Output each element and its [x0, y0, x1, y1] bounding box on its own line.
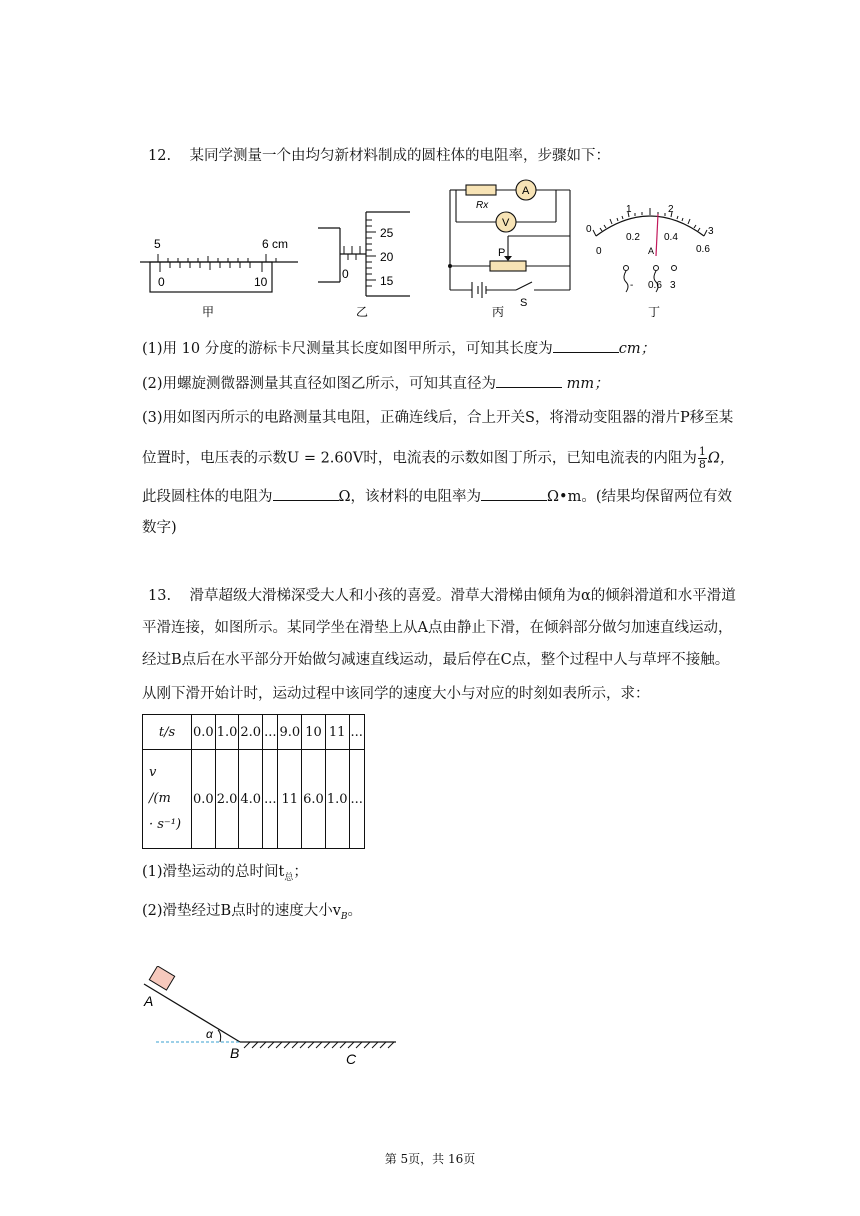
table-header-time: t/s: [143, 715, 192, 750]
slide-label-c: C: [346, 1051, 357, 1067]
q13-part2: [142, 901, 362, 927]
ding-terminal-0-6: 0.6: [648, 280, 662, 291]
q12-part3-line3-a: 此段圆柱体的电阻为: [142, 489, 273, 505]
yi-label-20: 20: [380, 250, 394, 264]
yi-label-25: 25: [380, 226, 394, 240]
table-cell: 0.0: [192, 750, 216, 849]
q12-part1-unit: cm；: [618, 341, 656, 357]
bing-caption: 丙: [492, 305, 505, 319]
q12-part3-line4: 数字): [142, 520, 177, 536]
ding-top-2: 2: [668, 204, 674, 215]
q13-slide-figure: [138, 966, 408, 1072]
table-row-time: [143, 715, 365, 750]
table-cell: ...: [349, 715, 364, 750]
q12-part2-text: (2)用螺旋测微器测量其直径如图乙所示，可知其直径为: [142, 376, 497, 392]
table-cell: ...: [263, 715, 278, 750]
table-cell: 11: [325, 715, 349, 750]
ding-top-0: 0: [586, 224, 592, 235]
q13-part2-end: 。: [347, 903, 363, 919]
q12-part3-line3: [142, 486, 732, 507]
slide-label-b: B: [230, 1045, 240, 1061]
q13-line1: [148, 586, 736, 606]
q12-resistance-blank[interactable]: [273, 486, 339, 501]
ding-bottom-0-6: 0.6: [696, 244, 710, 255]
q12-part1-text: (1)用 10 分度的游标卡尺测量其长度如图甲所示，可知其长度为: [142, 341, 553, 357]
table-cell: 11: [278, 750, 302, 849]
page-footer: 第 5页，共 16页: [384, 1152, 476, 1166]
ding-top-1: 1: [626, 204, 632, 215]
q12-part2: [142, 373, 609, 394]
q13-part1-end: ；: [293, 864, 308, 880]
q12-part2-blank[interactable]: [496, 373, 562, 388]
q13-velocity-table: [142, 714, 365, 849]
ding-top-3: 3: [708, 226, 714, 237]
jia-main-label-5: 5: [154, 237, 161, 251]
table-cell: 9.0: [278, 715, 302, 750]
table-cell: 6.0: [302, 750, 326, 849]
q12-part3-line2-unit: Ω，: [707, 450, 735, 467]
table-cell: 1.0: [215, 715, 239, 750]
yi-label-0: 0: [342, 267, 349, 281]
bing-voltmeter-label: V: [502, 217, 510, 229]
ding-unit: A: [648, 246, 655, 256]
figure-jia-vernier-caliper: [138, 232, 300, 322]
q12-number: 12.: [148, 148, 172, 164]
table-cell: ...: [263, 750, 278, 849]
q13-part2-text: (2)滑垫经过B点时的速度大小v: [142, 903, 341, 919]
q13-part1: [142, 862, 308, 888]
table-cell: 10: [302, 715, 326, 750]
velocity-header-v: v: [149, 765, 157, 780]
ding-bottom-0-2: 0.2: [626, 232, 640, 243]
q12-resistivity-blank[interactable]: [481, 486, 547, 501]
q12-part1: [142, 338, 655, 359]
slide-label-a: A: [144, 993, 154, 1009]
ding-terminal-3: 3: [670, 280, 676, 291]
figure-yi-micrometer: [316, 208, 416, 322]
table-cell: ...: [349, 750, 364, 849]
q12-stem: 某同学测量一个由均匀新材料制成的圆柱体的电阻率，步骤如下：: [189, 148, 610, 164]
q12-part3-line2-text: 位置时，电压表的示数U = 2.60V时，电流表的示数如图丁所示，已知电流表的内阻为: [142, 450, 697, 467]
q13-part2-sub: B: [340, 911, 348, 922]
table-cell: 0.0: [192, 715, 216, 750]
bing-switch-label: S: [520, 297, 528, 309]
ding-caption: 丁: [648, 305, 661, 319]
q13-line4: 从刚下滑开始计时，运动过程中该同学的速度大小与对应的时刻如表所示，求：: [142, 686, 650, 702]
q12-part3-line2: [142, 446, 734, 471]
velocity-header-unit2: · s⁻¹): [149, 817, 182, 832]
q13-line2: 平滑连接，如图所示。某同学坐在滑垫上从A点由静止下滑，在倾斜部分做匀加速直线运动，: [142, 620, 733, 636]
q12-frac-den: 8: [698, 458, 706, 471]
jia-caption: 甲: [202, 305, 215, 319]
yi-caption: 乙: [356, 305, 369, 319]
q13-number: 13.: [148, 588, 172, 604]
q12-part3-line3-c: Ω•m。(结果均保留两位有效: [547, 489, 733, 505]
figure-bing-circuit: [442, 178, 578, 322]
jia-vernier-label-0: 0: [158, 275, 165, 289]
figure-ding-ammeter: [582, 196, 718, 322]
jia-vernier-label-10: 10: [254, 275, 268, 289]
q12-part3-line1: (3)用如图丙所示的电路测量其电阻，正确连线后，合上开关S，将滑动变阻器的滑片P移至某: [142, 410, 734, 426]
q12-fraction: [698, 446, 707, 471]
table-header-velocity: [143, 750, 192, 849]
table-cell: 1.0: [325, 750, 349, 849]
q12-part3-line3-b: Ω，该材料的电阻率为: [338, 489, 482, 505]
ding-bottom-0: 0: [596, 246, 602, 257]
table-row-velocity: [143, 750, 365, 849]
ding-terminal-minus: -: [630, 280, 634, 291]
jia-main-label-6cm: 6 cm: [262, 237, 289, 251]
q13-line3: 经过B点后在水平部分开始做匀减速直线运动，最后停在C点，整个过程中人与草坪不接触。: [142, 652, 730, 668]
q12-stem-line: [148, 146, 610, 166]
bing-slider-label: P: [498, 247, 506, 259]
table-cell: 4.0: [239, 750, 263, 849]
q12-part1-blank[interactable]: [553, 338, 619, 353]
q13-part1-sub: 总: [284, 872, 294, 883]
table-cell: 2.0: [215, 750, 239, 849]
q12-frac-num: 1: [698, 445, 706, 458]
yi-label-15: 15: [380, 274, 394, 288]
table-cell: 2.0: [239, 715, 263, 750]
q12-part2-unit: mm；: [566, 376, 609, 392]
velocity-header-unit1: /(m: [149, 791, 171, 806]
ding-bottom-0-4: 0.4: [664, 232, 678, 243]
bing-ammeter-label: A: [522, 185, 530, 197]
slide-label-alpha: α: [206, 1027, 213, 1041]
bing-rx-label: Rx: [476, 200, 489, 211]
q13-line1-text: 滑草超级大滑梯深受大人和小孩的喜爱。滑草大滑梯由倾角为α的倾斜滑道和水平滑道: [189, 588, 736, 604]
q13-part1-text: (1)滑垫运动的总时间t: [142, 864, 285, 880]
